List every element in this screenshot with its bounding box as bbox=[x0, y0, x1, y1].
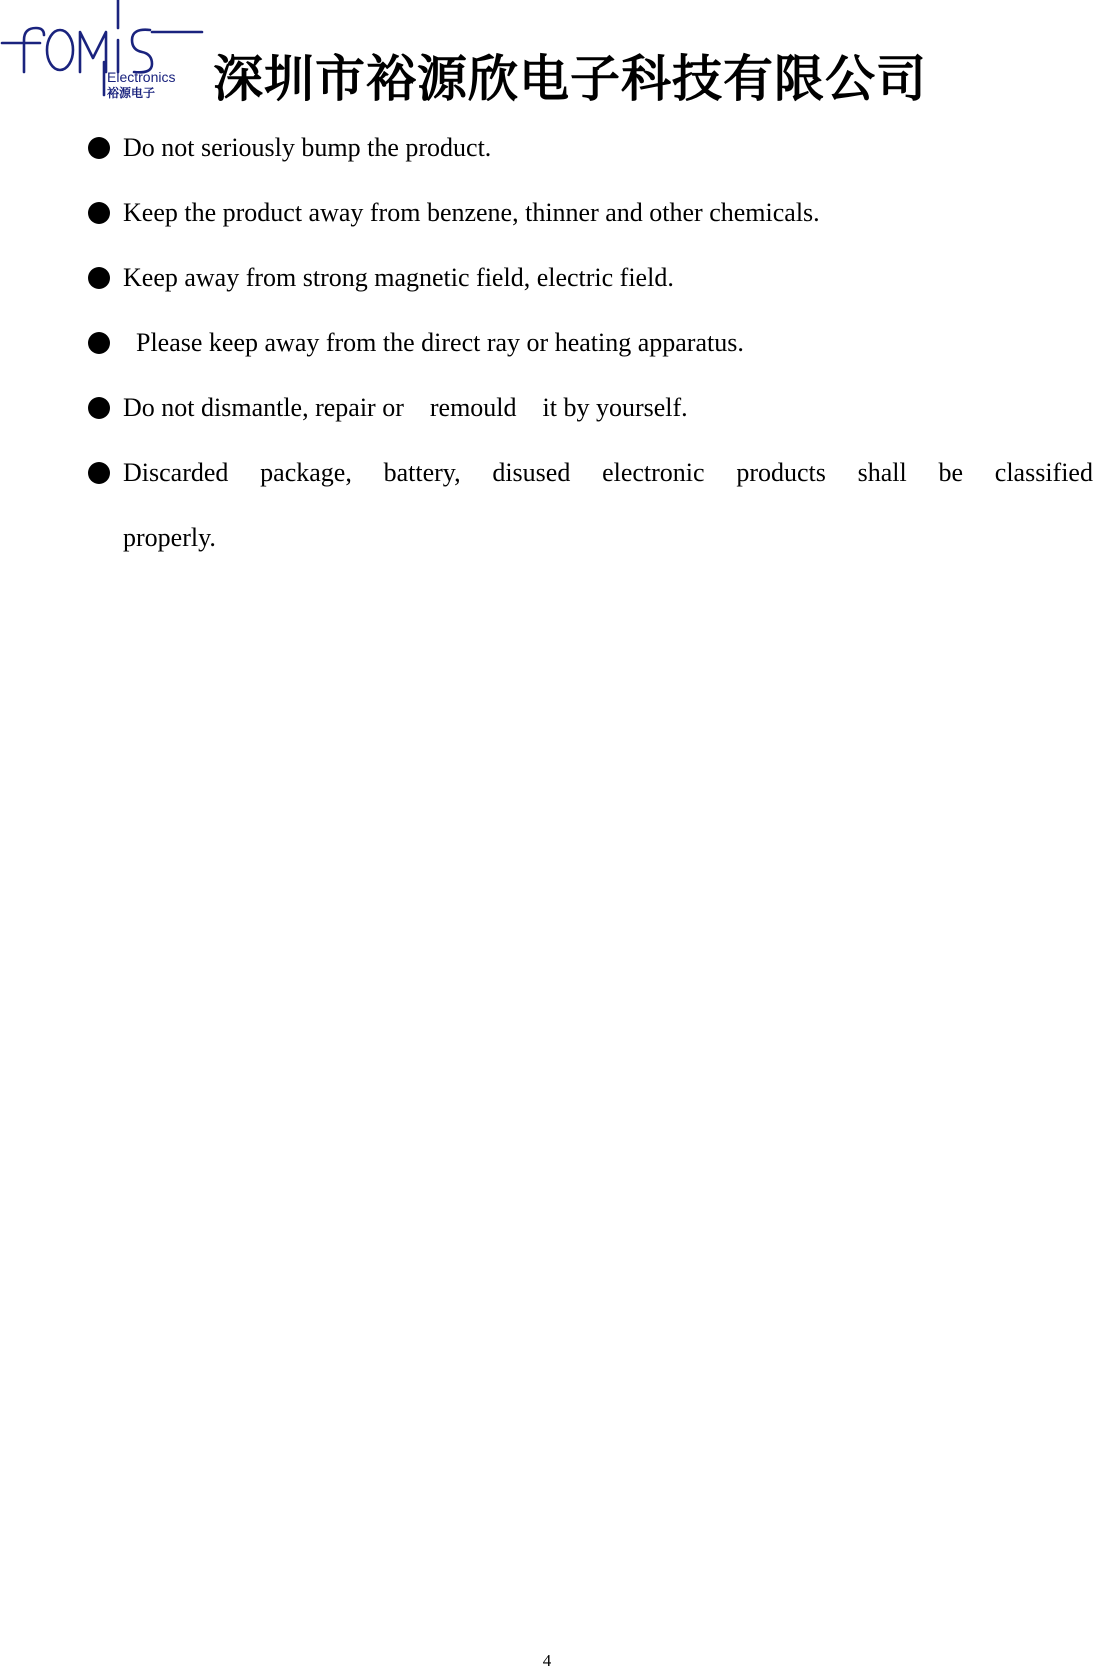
bullet-icon bbox=[88, 137, 110, 159]
list-item-continuation: properly. bbox=[123, 523, 216, 552]
bullet-icon bbox=[88, 267, 110, 289]
word: disused bbox=[492, 458, 571, 487]
bullet-icon bbox=[88, 332, 110, 354]
bullet-icon bbox=[88, 397, 110, 419]
list-item-text: Do not dismantle, repair or remould it by yourself. bbox=[123, 393, 688, 422]
word: package, bbox=[260, 458, 352, 487]
word: be bbox=[938, 458, 964, 487]
list-item-text bbox=[123, 458, 1093, 488]
bullet-icon bbox=[88, 202, 110, 224]
bullet-icon bbox=[88, 462, 110, 484]
word: classified bbox=[994, 458, 1093, 487]
word: electronic bbox=[602, 458, 705, 487]
word: products bbox=[736, 458, 826, 487]
word: battery, bbox=[383, 458, 461, 487]
list-item-text: Please keep away from the direct ray or heating apparatus. bbox=[123, 328, 744, 357]
list-item-text: Keep the product away from benzene, thinner and other chemicals. bbox=[123, 198, 820, 227]
list-item-text: Do not seriously bump the product. bbox=[123, 133, 492, 162]
word: Discarded bbox=[123, 458, 229, 487]
logo-subtitle-cn: 裕源电子 bbox=[107, 86, 156, 100]
page-number: 4 bbox=[542, 1651, 552, 1670]
company-name: 深圳市裕源欣电子科技有限公司 bbox=[213, 50, 927, 108]
company-logo bbox=[0, 0, 205, 100]
list-item-text: Keep away from strong magnetic field, electric field. bbox=[123, 263, 674, 292]
page-header bbox=[0, 0, 1094, 110]
word: shall bbox=[857, 458, 907, 487]
logo-subtitle-en: Electronics bbox=[107, 69, 176, 85]
